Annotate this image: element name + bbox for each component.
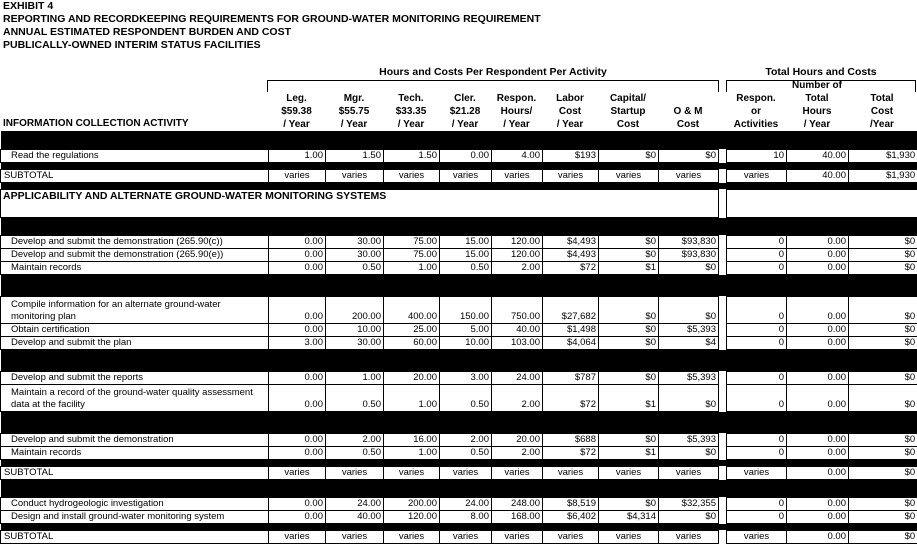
cell-tech: 20.00 xyxy=(384,371,440,384)
cell-total-hours: 40.00 xyxy=(787,149,849,162)
cell-capital: $0 xyxy=(599,336,659,349)
cell-labor: $688 xyxy=(543,433,599,446)
cell-mgr: varies xyxy=(326,169,384,182)
cell-cler: 8.00 xyxy=(440,510,492,523)
cell-mgr: 0.50 xyxy=(326,446,384,459)
cell-cler: 0.00 xyxy=(440,149,492,162)
cell-mgr: 1.50 xyxy=(326,149,384,162)
cell-leg: varies xyxy=(269,530,326,543)
cell-respondents: 0 xyxy=(727,296,787,323)
cell-hours: 248.00 xyxy=(492,497,543,510)
cell-respondents: 0 xyxy=(727,248,787,261)
cell-om: $32,355 xyxy=(659,497,719,510)
cell-capital: $0 xyxy=(599,433,659,446)
cell-respondents: 0 xyxy=(727,371,787,384)
cell-hours: 120.00 xyxy=(492,235,543,248)
cell-mgr: 30.00 xyxy=(326,336,384,349)
cell-cler: 15.00 xyxy=(440,235,492,248)
cell-total-hours: 0.00 xyxy=(787,497,849,510)
section-bar xyxy=(1,131,917,149)
cell-cler: 24.00 xyxy=(440,497,492,510)
cell-total-hours: 0.00 xyxy=(787,371,849,384)
cell-hours: varies xyxy=(492,466,543,479)
cell-mgr: 10.00 xyxy=(326,323,384,336)
cell-total-hours: 0.00 xyxy=(787,235,849,248)
cell-respondents: 0 xyxy=(727,384,787,411)
cell-hours: 103.00 xyxy=(492,336,543,349)
cell-leg: 1.00 xyxy=(269,149,326,162)
cell-leg: 0.00 xyxy=(269,296,326,323)
table-row xyxy=(1,433,917,446)
cell-total-cost: $0 xyxy=(849,371,917,384)
cell-total-hours: 0.00 xyxy=(787,433,849,446)
cell-tech: 400.00 xyxy=(384,296,440,323)
cell-om: $5,393 xyxy=(659,371,719,384)
column-header-mgr: Mgr. $55.75 / Year xyxy=(338,93,370,130)
column-header-tech: Tech. $33.35 / Year xyxy=(395,93,427,130)
report-subtitle: ANNUAL ESTIMATED RESPONDENT BURDEN AND COST xyxy=(3,26,291,38)
cell-total-hours: 0.00 xyxy=(787,466,849,479)
table-row xyxy=(1,497,917,510)
activity-column-header: INFORMATION COLLECTION ACTIVITY xyxy=(3,118,189,129)
cell-total-cost: $1,930 xyxy=(849,169,917,182)
subtotal-row xyxy=(1,466,917,479)
cell-hours: 168.00 xyxy=(492,510,543,523)
cell-tech: 1.00 xyxy=(384,384,440,411)
cell-labor: $72 xyxy=(543,446,599,459)
cell-capital: $1 xyxy=(599,384,659,411)
cell-activity: Develop and submit the plan xyxy=(1,336,269,349)
cell-leg: varies xyxy=(269,169,326,182)
cell-cler: 2.00 xyxy=(440,433,492,446)
cell-tech: varies xyxy=(384,466,440,479)
cell-total-cost: $0 xyxy=(849,261,917,274)
column-header-total-cost: Total Cost /Year xyxy=(870,93,894,130)
cell-labor: $1,498 xyxy=(543,323,599,336)
cell-total-cost: $1,930 xyxy=(849,149,917,162)
cell-activity: Design and install ground-water monitoring system xyxy=(1,510,269,523)
cell-tech: varies xyxy=(384,169,440,182)
cell-mgr: varies xyxy=(326,466,384,479)
cell-respondents: 0 xyxy=(727,510,787,523)
cell-om: $4 xyxy=(659,336,719,349)
cell-respondents: 0 xyxy=(727,433,787,446)
cell-total-cost: $0 xyxy=(849,446,917,459)
cell-total-hours: 0.00 xyxy=(787,296,849,323)
cell-om: varies xyxy=(659,169,719,182)
cell-total-cost: $0 xyxy=(849,248,917,261)
cell-tech: 1.00 xyxy=(384,261,440,274)
cell-total-cost: $0 xyxy=(849,497,917,510)
cell-activity: Develop and submit the reports xyxy=(1,371,269,384)
cell-cler: 150.00 xyxy=(440,296,492,323)
cell-cler: 0.50 xyxy=(440,446,492,459)
cell-mgr: 30.00 xyxy=(326,248,384,261)
cell-respondents: 0 xyxy=(727,336,787,349)
section-title: APPLICABILITY AND ALTERNATE GROUND-WATER MONITORING SYSTEMS xyxy=(1,189,719,217)
cell-hours: varies xyxy=(492,530,543,543)
cell-total-cost: $0 xyxy=(849,433,917,446)
cell-om: $0 xyxy=(659,149,719,162)
cell-capital: varies xyxy=(599,169,659,182)
cell-activity: SUBTOTAL xyxy=(1,466,269,479)
cell-mgr: 200.00 xyxy=(326,296,384,323)
cell-labor: $4,064 xyxy=(543,336,599,349)
cell-total-hours: 0.00 xyxy=(787,323,849,336)
cell-respondents: 0 xyxy=(727,235,787,248)
column-header-leg: Leg. $59.38 / Year xyxy=(281,93,312,130)
group-header-total: Total Hours and Costs xyxy=(765,66,877,78)
section-bar xyxy=(1,479,917,497)
cell-capital: $4,314 xyxy=(599,510,659,523)
cell-om: varies xyxy=(659,466,719,479)
table-row xyxy=(1,371,917,384)
cell-hours: 2.00 xyxy=(492,261,543,274)
cell-capital: $1 xyxy=(599,261,659,274)
section-bar xyxy=(1,349,917,371)
cell-total-cost: $0 xyxy=(849,336,917,349)
cell-labor: $72 xyxy=(543,384,599,411)
table-row xyxy=(1,336,917,349)
cell-labor: $787 xyxy=(543,371,599,384)
column-header-cler: Cler. $21.28 / Year xyxy=(449,93,481,130)
cell-om: $0 xyxy=(659,510,719,523)
cell-total-cost: $0 xyxy=(849,530,917,543)
cell-tech: 60.00 xyxy=(384,336,440,349)
table-row xyxy=(1,235,917,248)
cell-total-cost: $0 xyxy=(849,296,917,323)
cell-activity: Maintain a record of the ground-water quality assessment data at the facility xyxy=(1,384,269,411)
cell-respondents: 10 xyxy=(727,149,787,162)
cell-tech: 75.00 xyxy=(384,235,440,248)
cell-total-hours: 0.00 xyxy=(787,446,849,459)
cell-mgr: 0.50 xyxy=(326,261,384,274)
cell-leg: 0.00 xyxy=(269,371,326,384)
cell-labor: $27,682 xyxy=(543,296,599,323)
cell-leg: 0.00 xyxy=(269,497,326,510)
column-header-total-hours: Number of Total Hours / Year xyxy=(792,80,842,130)
cell-labor: varies xyxy=(543,169,599,182)
cell-om: $0 xyxy=(659,384,719,411)
cell-respondents: 0 xyxy=(727,323,787,336)
table-row xyxy=(1,248,917,261)
cell-hours: 24.00 xyxy=(492,371,543,384)
report-title: REPORTING AND RECORDKEEPING REQUIREMENTS FOR GROUND-WATER MONITORING REQUIREMENT xyxy=(3,13,541,25)
cell-capital: $0 xyxy=(599,371,659,384)
table-row xyxy=(1,384,917,411)
cell-mgr: 30.00 xyxy=(326,235,384,248)
exhibit-number: EXHIBIT 4 xyxy=(3,0,54,12)
cell-capital: $0 xyxy=(599,323,659,336)
cell-total-hours: 0.00 xyxy=(787,248,849,261)
cell-cler: 0.50 xyxy=(440,384,492,411)
cell-respondents: varies xyxy=(727,169,787,182)
cell-respondents: varies xyxy=(727,530,787,543)
cell-hours: 2.00 xyxy=(492,446,543,459)
cell-activity: SUBTOTAL xyxy=(1,169,269,182)
cell-activity: Conduct hydrogeologic investigation xyxy=(1,497,269,510)
cell-activity: SUBTOTAL xyxy=(1,530,269,543)
cell-total-hours: 0.00 xyxy=(787,530,849,543)
section-bar xyxy=(1,411,917,433)
cell-capital: $1 xyxy=(599,446,659,459)
cell-total-hours: 0.00 xyxy=(787,261,849,274)
group-rule-per-respondent xyxy=(267,80,719,81)
column-header-respondents: Respon. or Activities xyxy=(733,93,779,130)
cell-tech: 1.50 xyxy=(384,149,440,162)
cell-cler: 5.00 xyxy=(440,323,492,336)
table-row xyxy=(1,323,917,336)
cell-activity: Develop and submit the demonstration (265.90(e)) xyxy=(1,248,269,261)
cell-leg: 0.00 xyxy=(269,384,326,411)
cell-capital: varies xyxy=(599,530,659,543)
cell-labor: $72 xyxy=(543,261,599,274)
cell-mgr: 24.00 xyxy=(326,497,384,510)
cell-activity: Obtain certification xyxy=(1,323,269,336)
cell-tech: 25.00 xyxy=(384,323,440,336)
report-titles xyxy=(3,0,541,52)
cell-mgr: varies xyxy=(326,530,384,543)
cell-om: $0 xyxy=(659,296,719,323)
cell-hours: varies xyxy=(492,169,543,182)
cell-capital: $0 xyxy=(599,149,659,162)
cell-om: $5,393 xyxy=(659,433,719,446)
cell-cler: varies xyxy=(440,466,492,479)
section-bar xyxy=(1,217,917,235)
cell-hours: 750.00 xyxy=(492,296,543,323)
table-row xyxy=(1,261,917,274)
table-row xyxy=(1,149,917,162)
cell-mgr: 1.00 xyxy=(326,371,384,384)
section-header-row xyxy=(1,189,917,217)
cell-total-cost: $0 xyxy=(849,235,917,248)
cell-respondents: 0 xyxy=(727,497,787,510)
cell-activity: Develop and submit the demonstration xyxy=(1,433,269,446)
cell-labor: $193 xyxy=(543,149,599,162)
cell-cler: 10.00 xyxy=(440,336,492,349)
cell-hours: 120.00 xyxy=(492,248,543,261)
cell-mgr: 0.50 xyxy=(326,384,384,411)
cell-cler: varies xyxy=(440,530,492,543)
cell-leg: 0.00 xyxy=(269,433,326,446)
cell-hours: 2.00 xyxy=(492,384,543,411)
cell-leg: 0.00 xyxy=(269,446,326,459)
cell-capital: $0 xyxy=(599,296,659,323)
cell-capital: $0 xyxy=(599,497,659,510)
section-bar xyxy=(1,274,917,296)
cell-tech: 75.00 xyxy=(384,248,440,261)
cell-om: $93,830 xyxy=(659,248,719,261)
cell-cler: varies xyxy=(440,169,492,182)
report-scope: PUBLICALLY-OWNED INTERIM STATUS FACILITIES xyxy=(3,39,261,51)
cell-total-hours: 0.00 xyxy=(787,384,849,411)
cell-leg: 0.00 xyxy=(269,235,326,248)
cell-activity: Develop and submit the demonstration (265.90(c)) xyxy=(1,235,269,248)
cell-labor: $4,493 xyxy=(543,248,599,261)
cell-tech: 1.00 xyxy=(384,446,440,459)
cell-labor: varies xyxy=(543,466,599,479)
table-row xyxy=(1,510,917,523)
cell-om: varies xyxy=(659,530,719,543)
column-header-hours: Respon. Hours/ / Year xyxy=(496,93,537,130)
cell-om: $0 xyxy=(659,446,719,459)
cell-mgr: 40.00 xyxy=(326,510,384,523)
cell-leg: varies xyxy=(269,466,326,479)
cell-capital: $0 xyxy=(599,248,659,261)
cell-total-hours: 40.00 xyxy=(787,169,849,182)
cell-leg: 3.00 xyxy=(269,336,326,349)
cell-leg: 0.00 xyxy=(269,323,326,336)
cell-labor: $8,519 xyxy=(543,497,599,510)
cell-total-cost: $0 xyxy=(849,384,917,411)
cell-tech: 120.00 xyxy=(384,510,440,523)
cell-tech: 16.00 xyxy=(384,433,440,446)
column-header-om: O & M Cost xyxy=(673,106,703,130)
cell-total-cost: $0 xyxy=(849,323,917,336)
cell-leg: 0.00 xyxy=(269,248,326,261)
cell-tech: 200.00 xyxy=(384,497,440,510)
cell-labor: varies xyxy=(543,530,599,543)
cell-cler: 0.50 xyxy=(440,261,492,274)
cell-cler: 3.00 xyxy=(440,371,492,384)
subtotal-row xyxy=(1,530,917,543)
table-row xyxy=(1,296,917,323)
cell-capital: varies xyxy=(599,466,659,479)
cell-respondents: 0 xyxy=(727,446,787,459)
cell-respondents: varies xyxy=(727,466,787,479)
cell-total-cost: $0 xyxy=(849,510,917,523)
cell-om: $93,830 xyxy=(659,235,719,248)
cell-total-hours: 0.00 xyxy=(787,336,849,349)
cell-respondents: 0 xyxy=(727,261,787,274)
cell-labor: $6,402 xyxy=(543,510,599,523)
subtotal-row xyxy=(1,169,917,182)
cell-om: $5,393 xyxy=(659,323,719,336)
cell-total-cost: $0 xyxy=(849,466,917,479)
group-header-per-respondent: Hours and Costs Per Respondent Per Activity xyxy=(379,66,607,78)
cell-labor: $4,493 xyxy=(543,235,599,248)
cell-hours: 20.00 xyxy=(492,433,543,446)
cell-activity: Compile information for an alternate ground-water monitoring plan xyxy=(1,296,269,323)
cell-mgr: 2.00 xyxy=(326,433,384,446)
cell-tech: varies xyxy=(384,530,440,543)
cell-cler: 15.00 xyxy=(440,248,492,261)
cell-activity: Maintain records xyxy=(1,261,269,274)
cell-om: $0 xyxy=(659,261,719,274)
cell-leg: 0.00 xyxy=(269,261,326,274)
column-header-capital: Capital/ Startup Cost xyxy=(609,93,647,130)
column-header-labor: Labor Cost / Year xyxy=(556,93,584,130)
cell-hours: 4.00 xyxy=(492,149,543,162)
cell-capital: $0 xyxy=(599,235,659,248)
burden-table xyxy=(0,131,917,544)
cell-total-hours: 0.00 xyxy=(787,510,849,523)
cell-hours: 40.00 xyxy=(492,323,543,336)
cell-activity: Maintain records xyxy=(1,446,269,459)
table-row xyxy=(1,446,917,459)
cell-activity: Read the regulations xyxy=(1,149,269,162)
cell-leg: 0.00 xyxy=(269,510,326,523)
